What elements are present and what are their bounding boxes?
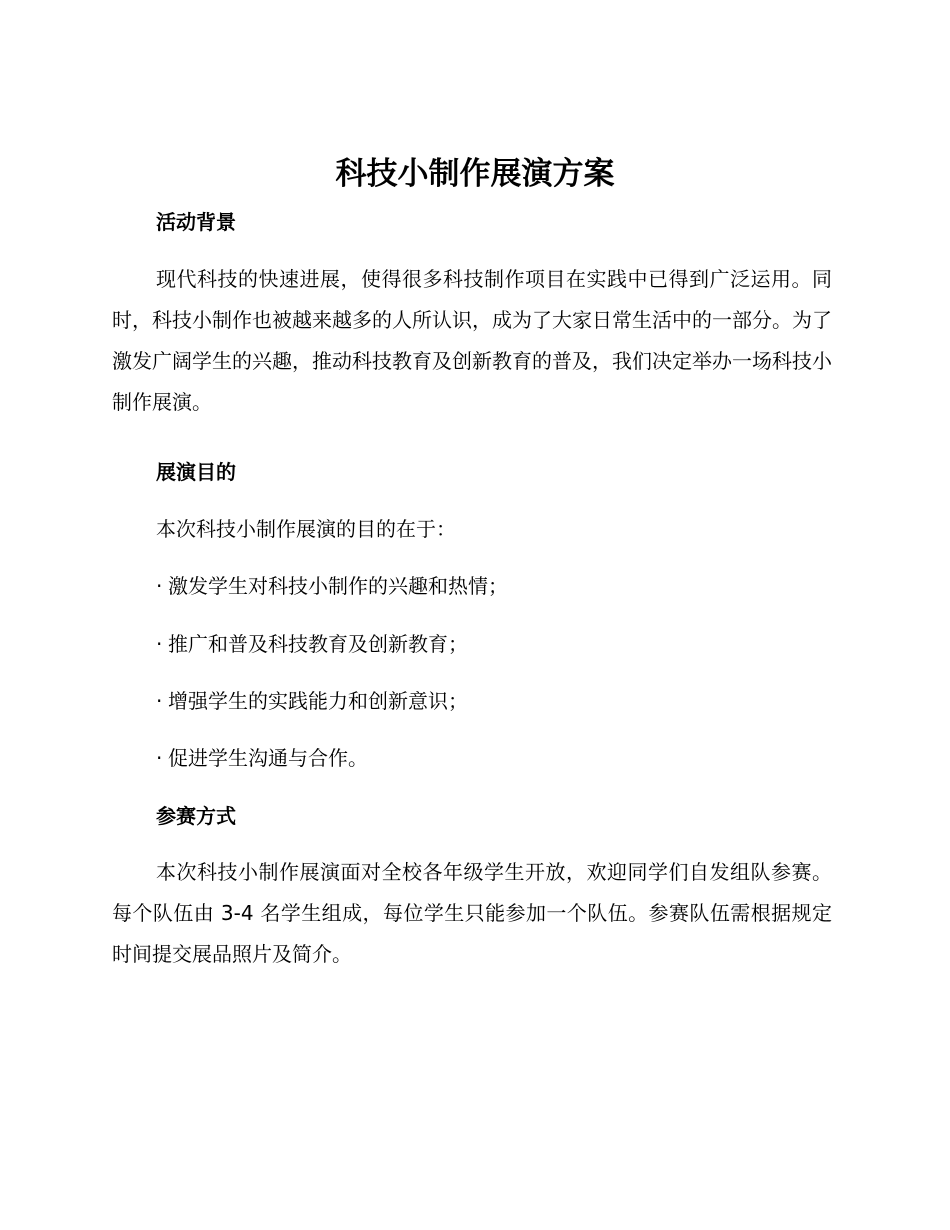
bullet-text: 激发学生对科技小制作的兴趣和热情； [168, 574, 508, 598]
bullet-dot-icon: · [156, 689, 163, 713]
bullet-dot-icon: · [156, 746, 163, 770]
bullet-dot-icon: · [156, 574, 163, 598]
paragraph-participation: 本次科技小制作展演面对全校各年级学生开放，欢迎同学们自发组队参赛。每个队伍由 3-4 名学生组成，每位学生只能参加一个队伍。参赛队伍需根据规定时间提交展品照片及简介。 [112, 860, 832, 966]
bullet-item [156, 629, 468, 659]
heading-purpose: 展演目的 [156, 460, 236, 484]
bullet-text: 增强学生的实践能力和创新意识； [168, 689, 468, 713]
bullet-item [156, 743, 368, 773]
bullet-item [156, 571, 508, 601]
purpose-intro: 本次科技小制作展演的目的在于： [156, 517, 456, 541]
bullet-dot-icon: · [156, 632, 163, 656]
heading-background: 活动背景 [156, 210, 236, 234]
paragraph-background: 现代科技的快速进展，使得很多科技制作项目在实践中已得到广泛运用。同时，科技小制作也被越来越多的人所认识，成为了大家日常生活中的一部分。为了激发广阔学生的兴趣，推动科技教育及创新教育的普及，我们决定举办一场科技小制作展演。 [112, 267, 832, 414]
document-title: 科技小制作展演方案 [335, 156, 615, 192]
bullet-text: 推广和普及科技教育及创新教育； [168, 632, 468, 656]
heading-participation: 参赛方式 [156, 804, 236, 828]
bullet-item [156, 686, 468, 716]
bullet-text: 促进学生沟通与合作。 [168, 746, 368, 770]
